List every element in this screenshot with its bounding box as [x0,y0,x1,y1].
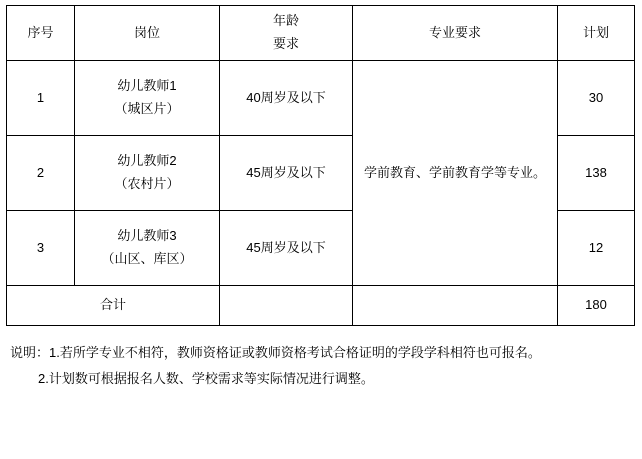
header-cell-age [220,6,353,61]
row-1-post [75,61,220,136]
header-cell-major: 专业要求 [353,6,558,61]
row-2-plan: 138 [558,136,635,211]
row-3-post-line1: 幼儿教师3 [117,228,177,244]
row-3-post-line2: （山区、库区） [101,251,193,266]
row-3-plan: 12 [558,211,635,286]
row-2-no: 2 [7,136,75,211]
row-1-post-line1: 幼儿教师1 [117,78,177,94]
header-cell-plan: 计划 [558,6,635,61]
recruitment-requirements-table [6,5,635,326]
row-1-post-line2: （城区片） [114,101,180,116]
row-2-post-line2: （农村片） [114,176,180,191]
row-1-age: 40周岁及以下 [220,61,353,136]
table-total-row [7,286,635,326]
header-cell-post: 岗位 [75,6,220,61]
total-plan: 180 [558,286,635,326]
row-1-no: 1 [7,61,75,136]
document-page [0,5,642,459]
row-3-no: 3 [7,211,75,286]
major-requirement-merged-cell: 学前教育、学前教育学等专业。 [353,61,558,286]
row-3-post [75,211,220,286]
row-1-plan: 30 [558,61,635,136]
header-age-line2: 要求 [272,36,299,51]
table-header-row [7,6,635,61]
header-cell-no: 序号 [7,6,75,61]
row-2-post-line1: 幼儿教师2 [117,153,177,169]
header-age-line1: 年龄 [272,13,299,29]
table-notes [10,340,632,392]
total-age [220,286,353,326]
note-line-2: 2.计划数可根据报名人数、学校需求等实际情况进行调整。 [38,371,374,386]
total-major [353,286,558,326]
row-3-age: 45周岁及以下 [220,211,353,286]
note-line-1: 说明：1.若所学专业不相符，教师资格证或教师资格考试合格证明的学段学科相符也可报名。 [10,345,541,360]
total-label: 合计 [7,286,220,326]
row-2-post [75,136,220,211]
table-row [7,61,635,136]
row-2-age: 45周岁及以下 [220,136,353,211]
